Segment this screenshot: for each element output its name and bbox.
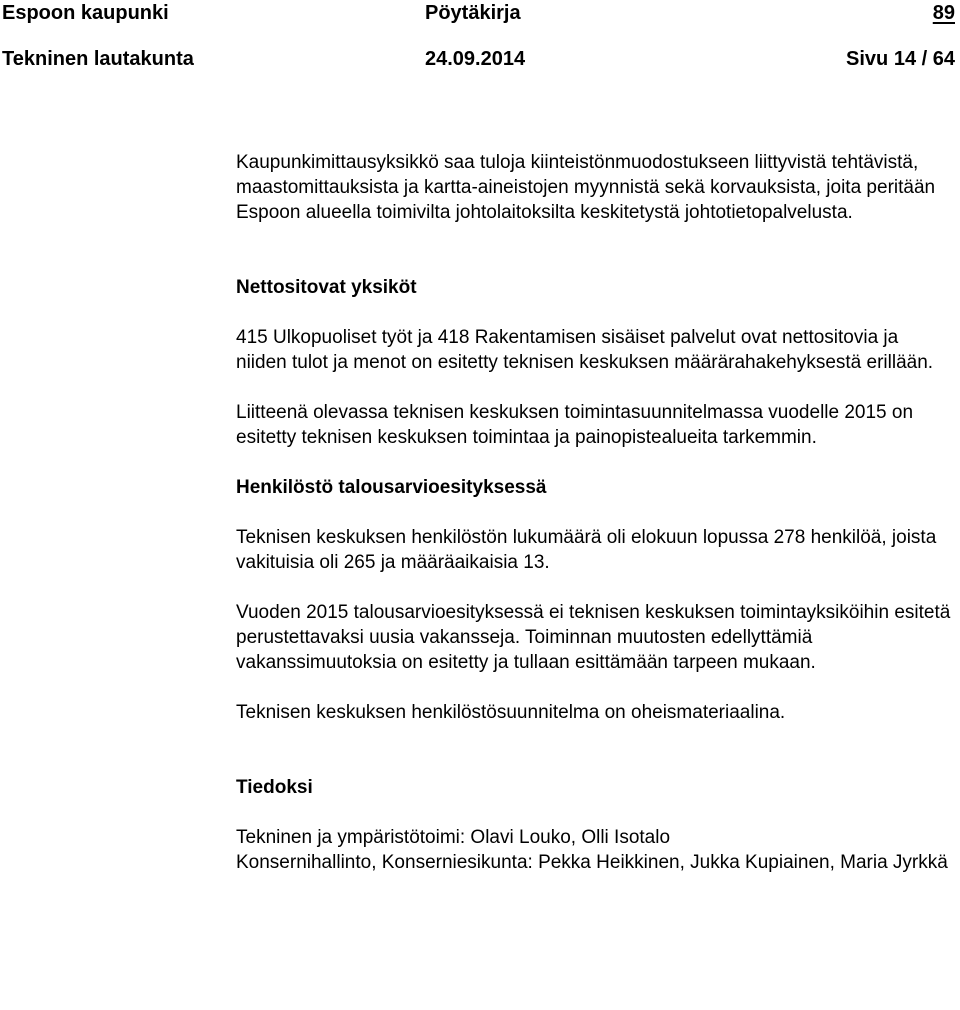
info-distribution-list — [236, 825, 951, 875]
intro-paragraph: Kaupunkimittausyksikkö saa tuloja kiinteistönmuodostukseen liittyvistä tehtävistä, maastomittauksista ja kartta-aineistojen myynnistä sekä korvauksista, joita peritään Espoon alueella toimivilta johtolaitoksilta keskitetystä johtotietopalvelusta. — [236, 152, 936, 223]
info-line: Konsernihallinto, Konserniesikunta: Pekka Heikkinen, Jukka Kupiainen, Maria Jyrkkä — [236, 852, 948, 873]
section-number: 89 — [932, 2, 955, 24]
document-header-top — [0, 0, 960, 26]
staff-paragraph-2: Vuoden 2015 talousarvioesityksessä ei teknisen keskuksen toimintayksiköihin esitetä perustettavaksi uusia vakansseja. Toiminnan muutosten edellyttämiä vakanssimuutoksia on esitetty ja tullaan esittämään tarpeen mukaan. — [236, 602, 951, 673]
staff-heading: Henkilöstö talousarvioesityksessä — [236, 477, 547, 498]
info-heading: Tiedoksi — [236, 777, 313, 798]
committee-name: Tekninen lautakunta — [2, 48, 194, 70]
net-units-heading: Nettositovat yksiköt — [236, 277, 417, 298]
staff-paragraph-3: Teknisen keskuksen henkilöstösuunnitelma on oheismateriaalina. — [236, 702, 786, 723]
page-number: Sivu 14 / 64 — [846, 48, 955, 70]
info-line: Tekninen ja ympäristötoimi: Olavi Louko, Olli Isotalo — [236, 827, 671, 848]
document-type: Pöytäkirja — [425, 2, 521, 24]
document-body — [236, 150, 951, 875]
plan-paragraph: Liitteenä olevassa teknisen keskuksen toimintasuunnitelmassa vuodelle 2015 on esitetty teknisen keskuksen toimintaa ja painopistealueita tarkemmin. — [236, 402, 914, 448]
net-units-paragraph: 415 Ulkopuoliset työt ja 418 Rakentamisen sisäiset palvelut ovat nettositovia ja niiden tulot ja menot on esitetty teknisen keskuksen määrärahakehyksestä erillään. — [236, 327, 934, 373]
meeting-date: 24.09.2014 — [425, 48, 526, 70]
document-header-bottom — [0, 46, 960, 72]
organization-name: Espoon kaupunki — [2, 2, 169, 24]
staff-paragraph-1: Teknisen keskuksen henkilöstön lukumäärä oli elokuun lopussa 278 henkilöä, joista vakituisia oli 265 ja määräaikaisia 13. — [236, 527, 937, 573]
